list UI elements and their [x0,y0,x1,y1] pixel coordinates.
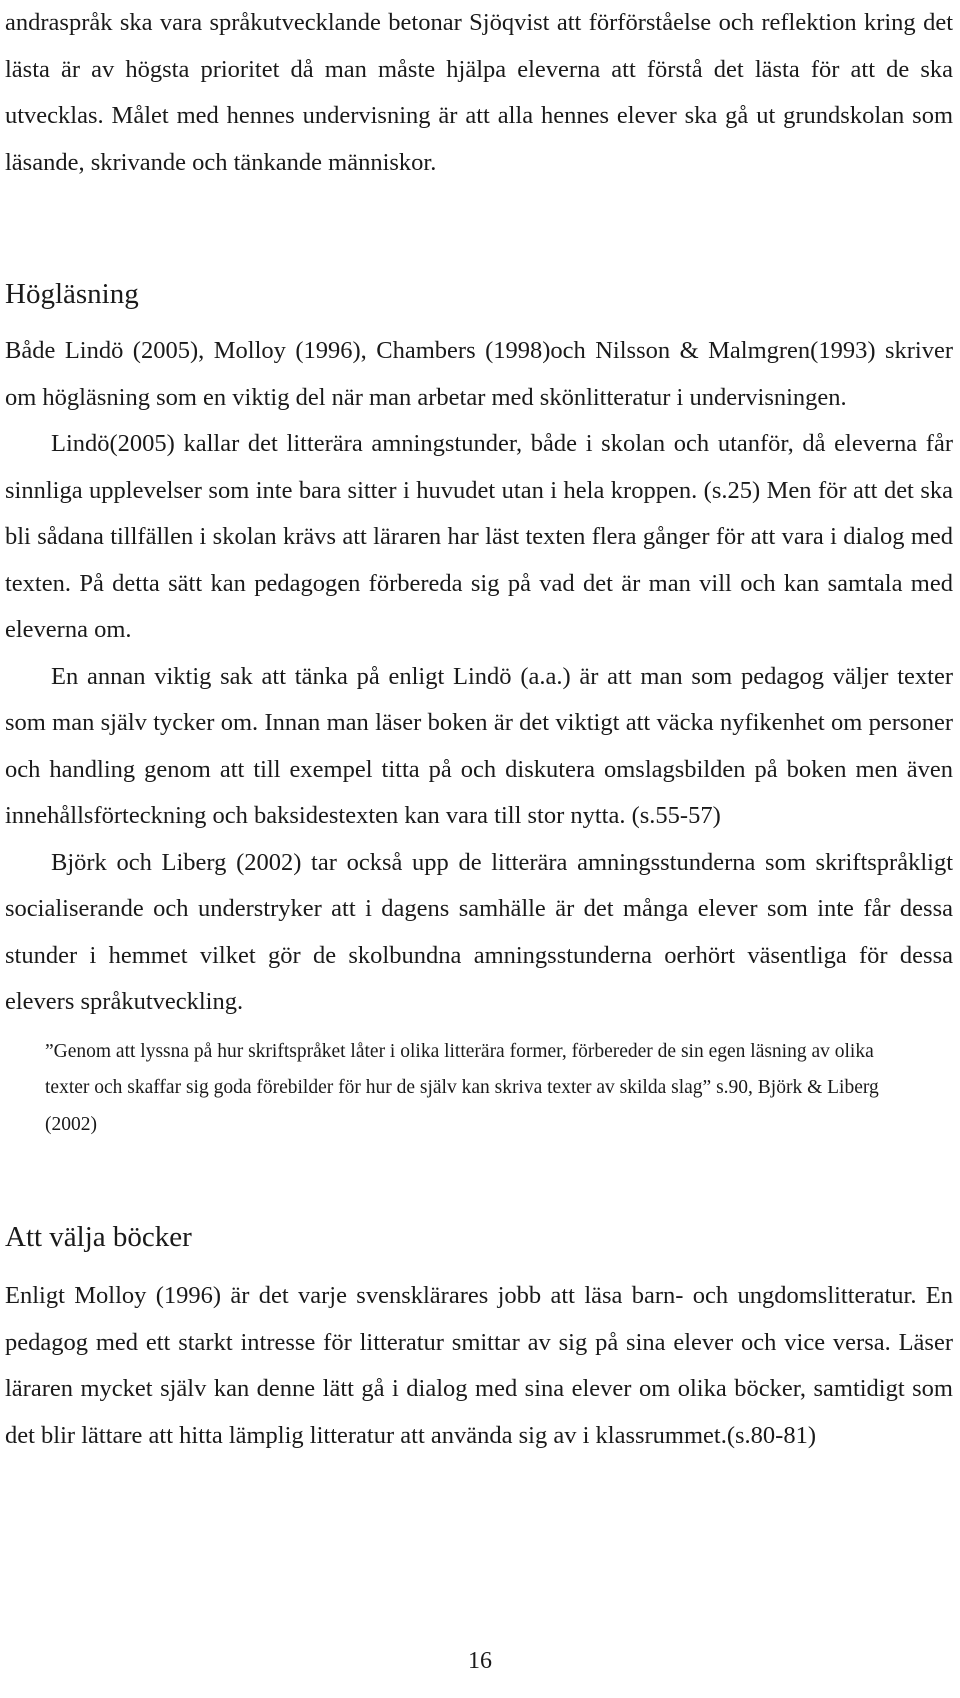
intro-paragraph: andraspråk ska vara språkutvecklande betonar Sjöqvist att förförståelse och reflektion kring det lästa är av högsta prioritet då man måste hjälpa eleverna att förstå det lästa för att de ska utvecklas. Målet med hennes undervisning är att alla hennes elever ska gå ut grundskolan som läsande, skrivande och tänkande människor. [5,9,953,176]
section-heading-att-valja-bocker: Att välja böcker [5,1221,192,1253]
paragraph-att-valja-bocker: Enligt Molloy (1996) är det varje svensklärares jobb att läsa barn- och ungdomslitteratur. En pedagog med ett starkt intresse för litteratur smittar av sig på sina elever och vice versa. Läser läraren mycket själv kan denne lätt gå i dialog med sina elever om olika böcker, samtidigt som det blir lättare att hitta lämplig litteratur att använda sig av i klassrummet.(s.80-81) [5,1282,953,1449]
paragraph-hoglasning-2: Lindö(2005) kallar det litterära amningstunder, både i skolan och utanför, då eleverna får sinnliga upplevelser som inte bara sitter i huvudet utan i hela kroppen. (s.25) Men för att det ska bli sådana tillfällen i skolan krävs att läraren har läst texten flera gånger för att vara i dialog med texten. På detta sätt kan pedagogen förbereda sig på vad det är man vill och kan samtala med eleverna om. [5,430,953,643]
paragraph-hoglasning-1: Både Lindö (2005), Molloy (1996), Chambers (1998)och Nilsson & Malmgren(1993) skriver om högläsning som en viktig del när man arbetar med skönlitteratur i undervisningen. [5,337,953,411]
block-quote: ”Genom att lyssna på hur skriftspråket låter i olika litterära former, förbereder de sin egen läsning av olika texter och skaffar sig goda förebilder för hur de själv kan skriva texter av skilda slag” s.90, Björk & Liberg (2002) [45,1040,879,1135]
paragraph-hoglasning-3: En annan viktig sak att tänka på enligt Lindö (a.a.) är att man som pedagog väljer texter som man själv tycker om. Innan man läser boken är det viktigt att väcka nyfikenhet om personer och handling genom att till exempel titta på och diskutera omslagsbilden på boken men även innehållsförteckning och baksidestexten kan vara till stor nytta. (s.55-57) [5,662,953,829]
page-content [5,0,953,1459]
section-heading-hoglasning: Högläsning [5,278,139,310]
paragraph-hoglasning-4: Björk och Liberg (2002) tar också upp de litterära amningsstunderna som skriftspråkligt socialiserande och understryker att i dagens samhälle är det många elever som inte får dessa stunder i hemmet vilket gör de skolbundna amningsstunderna oerhört väsentliga för dessa elevers språkutveckling. [5,848,953,1015]
page-number: 16 [468,1648,492,1674]
